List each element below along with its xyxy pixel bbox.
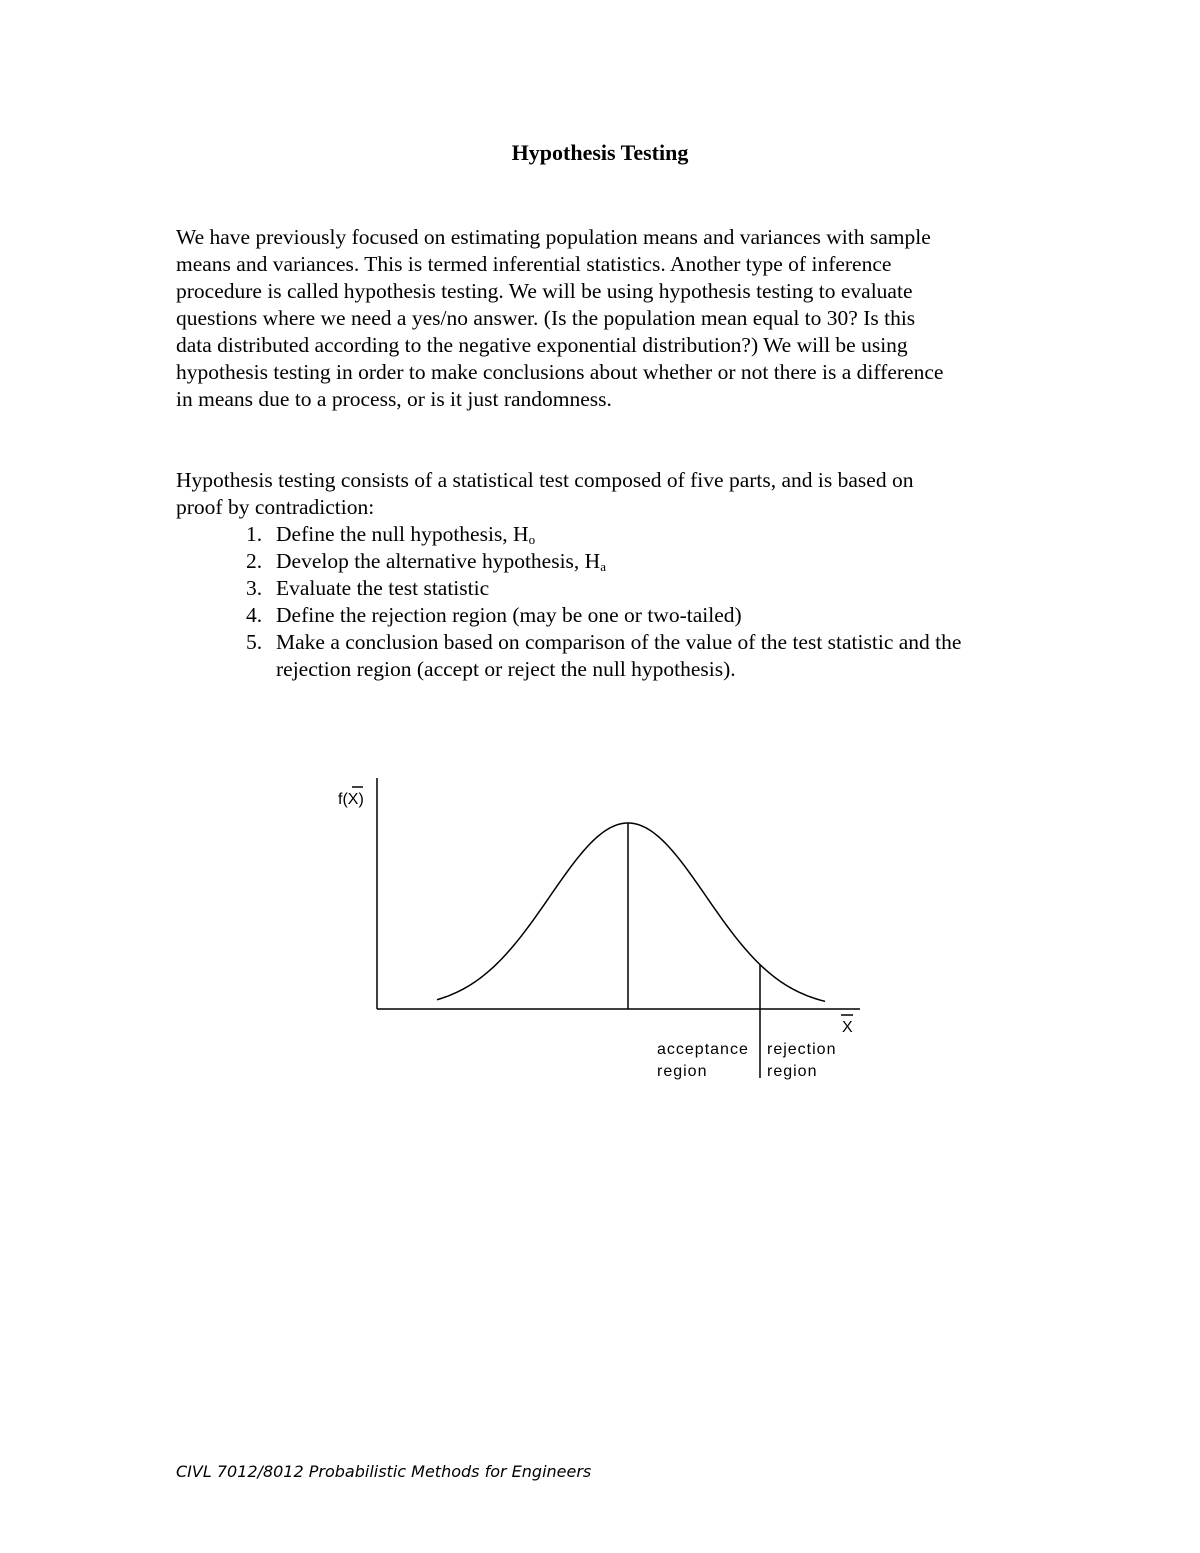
- step-number: 3.: [246, 576, 263, 600]
- step-number: 2.: [246, 549, 263, 573]
- text-line: means and variances. This is termed inferential statistics. Another type of inference: [176, 252, 892, 276]
- page-title: Hypothesis Testing: [511, 140, 689, 165]
- step-subscript: a: [600, 559, 606, 574]
- step-number: 1.: [246, 522, 263, 546]
- text-line: in means due to a process, or is it just randomness.: [176, 387, 612, 411]
- rejection-label: rejection: [767, 1041, 837, 1058]
- text-line: hypothesis testing in order to make conclusions about whether or not there is a difference: [176, 360, 944, 384]
- step-text: Evaluate the test statistic: [276, 576, 490, 600]
- rejection-label: region: [767, 1063, 818, 1080]
- acceptance-label: acceptance: [657, 1041, 749, 1058]
- text-line: Hypothesis testing consists of a statistical test composed of five parts, and is based on: [176, 468, 914, 492]
- footer: CIVL 7012/8012 Probabilistic Methods for Engineers: [176, 1462, 592, 1481]
- step-text: Develop the alternative hypothesis, H: [276, 549, 601, 573]
- step-text: Make a conclusion based on comparison of the value of the test statistic and the rejection region (accept or reject the null hypothesis).: [276, 630, 962, 681]
- distribution-curve: [437, 823, 825, 1001]
- step-text: Define the rejection region (may be one or two-tailed): [276, 603, 742, 627]
- step-text: Define the null hypothesis, H: [276, 522, 529, 546]
- text-line: data distributed according to the negative exponential distribution?) We will be using: [176, 333, 908, 357]
- text-line: We have previously focused on estimating population means and variances with sample: [176, 225, 931, 249]
- text-line: proof by contradiction:: [176, 495, 375, 519]
- text-line: questions where we need a yes/no answer. (Is the population mean equal to 30? Is this: [176, 306, 916, 330]
- x-axis-label: X: [842, 1019, 853, 1036]
- step-number: 4.: [246, 603, 263, 627]
- step-subscript: o: [528, 532, 536, 547]
- y-axis-label: f(X): [338, 791, 364, 808]
- step-number: 5.: [246, 630, 263, 654]
- acceptance-label: region: [657, 1063, 708, 1080]
- text-line: procedure is called hypothesis testing. We will be using hypothesis testing to evaluate: [176, 279, 913, 303]
